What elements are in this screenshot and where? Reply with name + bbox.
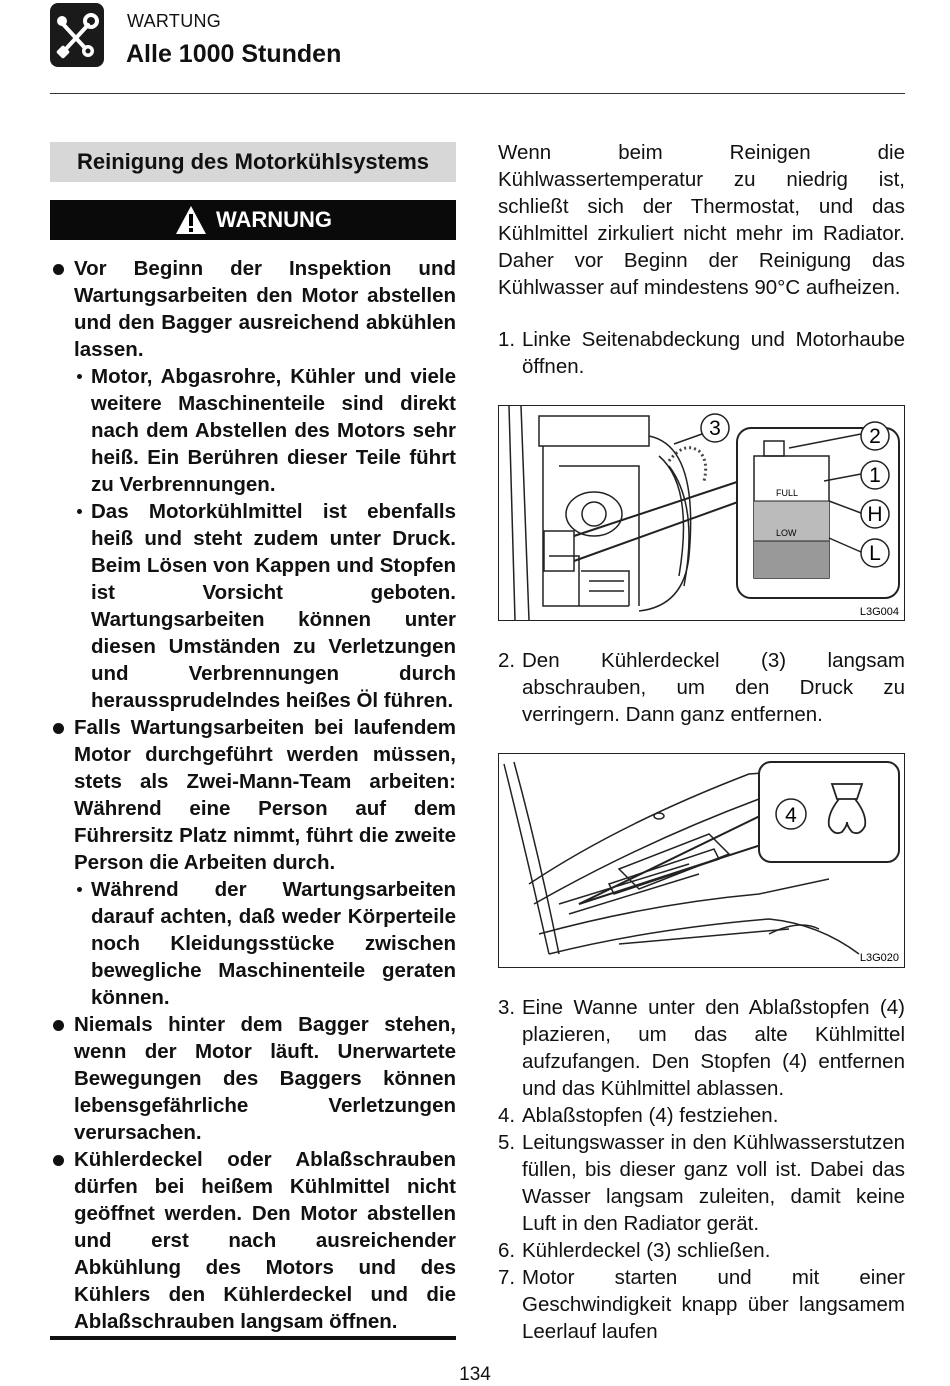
figure-drain-plug [498,753,905,968]
step-text: Kühlerdeckel (3) schließen. [522,1239,771,1262]
tank-low-label: LOW [776,528,797,538]
step-item [498,1102,905,1129]
callout-2: 2 [869,425,881,448]
warning-item: Kühlerdeckel oder Ablaßschrauben dürfen bei heißem Kühlmittel nicht geöffnet werden. Den Motor abstellen und erst nach ausreichender Abkühlung des Motors und des Kühlers den Kühlerdeckel und die Ablaßschrauben langsam öffnen. [50,1146,456,1335]
step-item [498,994,905,1102]
section-title: Reinigung des Motorkühlsystems [50,142,456,182]
step-number: 7. [498,1266,516,1289]
step-text: Eine Wanne unter den Ablaßstopfen (4) plazieren, um das alte Kühlmittel aufzufangen. Den Stopfen (4) entfernen und das Kühlmittel ablassen. [522,996,905,1100]
step-list [498,994,905,1345]
page-number: 134 [459,1364,491,1385]
figure-code: L3G004 [859,606,899,618]
step-text: Ablaßstopfen (4) festziehen. [522,1104,779,1127]
step-text: Linke Seitenabdeckung und Motorhaube öffnen. [522,328,905,378]
callout-3: 3 [709,417,721,440]
step-text: Den Kühlerdeckel (3) langsam abschrauben, um den Druck zu verringern. Dann ganz entfernen. [522,649,905,726]
step-number: 5. [498,1131,516,1154]
header-divider [50,93,905,94]
warning-end-rule [50,1336,456,1340]
page-title: Alle 1000 Stunden [126,40,342,68]
step-number: 1. [498,328,516,351]
warning-triangle-icon [174,204,208,236]
step-item [498,1264,905,1345]
step-item [498,647,905,728]
step-list [498,647,905,728]
step-number: 2. [498,649,516,672]
warning-item: Vor Beginn der Inspektion und Wartungsarbeiten den Motor abstellen und den Bagger ausreichend abkühlen lassen. [50,255,456,363]
figure-coolant-tank [498,405,905,621]
step-item [498,1129,905,1237]
warning-list [50,255,456,1335]
step-text: Motor starten und mit einer Geschwindigkeit knapp über langsamem Leerlauf laufen [522,1266,905,1343]
step-number: 6. [498,1239,516,1262]
tank-full-label: FULL [776,488,799,498]
step-number: 4. [498,1104,516,1127]
step-list [498,326,905,380]
step-number: 3. [498,996,516,1019]
warning-label: WARNUNG [215,207,333,232]
warning-subitem: Motor, Abgasrohre, Kühler und viele weitere Maschinenteile sind direkt nach dem Abstellen des Motors sehr heiß. Ein Berühren dieser Teile führt zu Verbrennungen. [50,363,456,498]
warning-subitem: Während der Wartungsarbeiten darauf achten, daß weder Körperteile noch Kleidungsstücke zwischen bewegliche Maschinenteile geraten können. [50,876,456,1011]
warning-item: Falls Wartungsarbeiten bei laufendem Motor durchgeführt werden müssen, stets als Zwei-Mann-Team arbeiten: Während eine Person auf dem Führersitz Platz nimmt, führt die zweite Person die Arbeiten durch. [50,714,456,876]
step-item [498,1237,905,1264]
warning-banner [50,200,456,240]
intro-paragraph: Wenn beim Reinigen die Kühlwassertemperatur zu niedrig ist, schließt sich der Thermostat, und das Kühlmittel zirkuliert nicht mehr im Radiator. Daher vor Beginn der Reinigung das Kühlwasser auf mindestens 90°C aufheizen. [498,141,905,299]
wrench-gear-icon [50,3,104,67]
step-item [498,326,905,380]
callout-1: 1 [869,464,881,487]
callout-4: 4 [785,804,797,827]
warning-item: Niemals hinter dem Bagger stehen, wenn der Motor läuft. Unerwartete Bewegungen des Baggers können lebensgefährliche Verletzungen verursachen. [50,1011,456,1146]
header-section: WARTUNG [127,11,222,31]
callout-l: L [869,542,881,565]
step-text: Leitungswasser in den Kühlwasserstutzen füllen, bis dieser ganz voll ist. Dabei das Wasser langsam zuleiten, damit keine Luft in den Radiator gerät. [522,1131,905,1235]
callout-h: H [867,503,883,526]
figure-code: L3G020 [859,952,899,964]
warning-subitem: Das Motorkühlmittel ist ebenfalls heiß und steht zudem unter Druck. Beim Lösen von Kappen und Stopfen ist Vorsicht geboten. Wartungsarbeiten können unter diesen Umständen zu Verletzungen und Verbrennungen durch heraussprudelndes heißes Öl führen. [50,498,456,714]
